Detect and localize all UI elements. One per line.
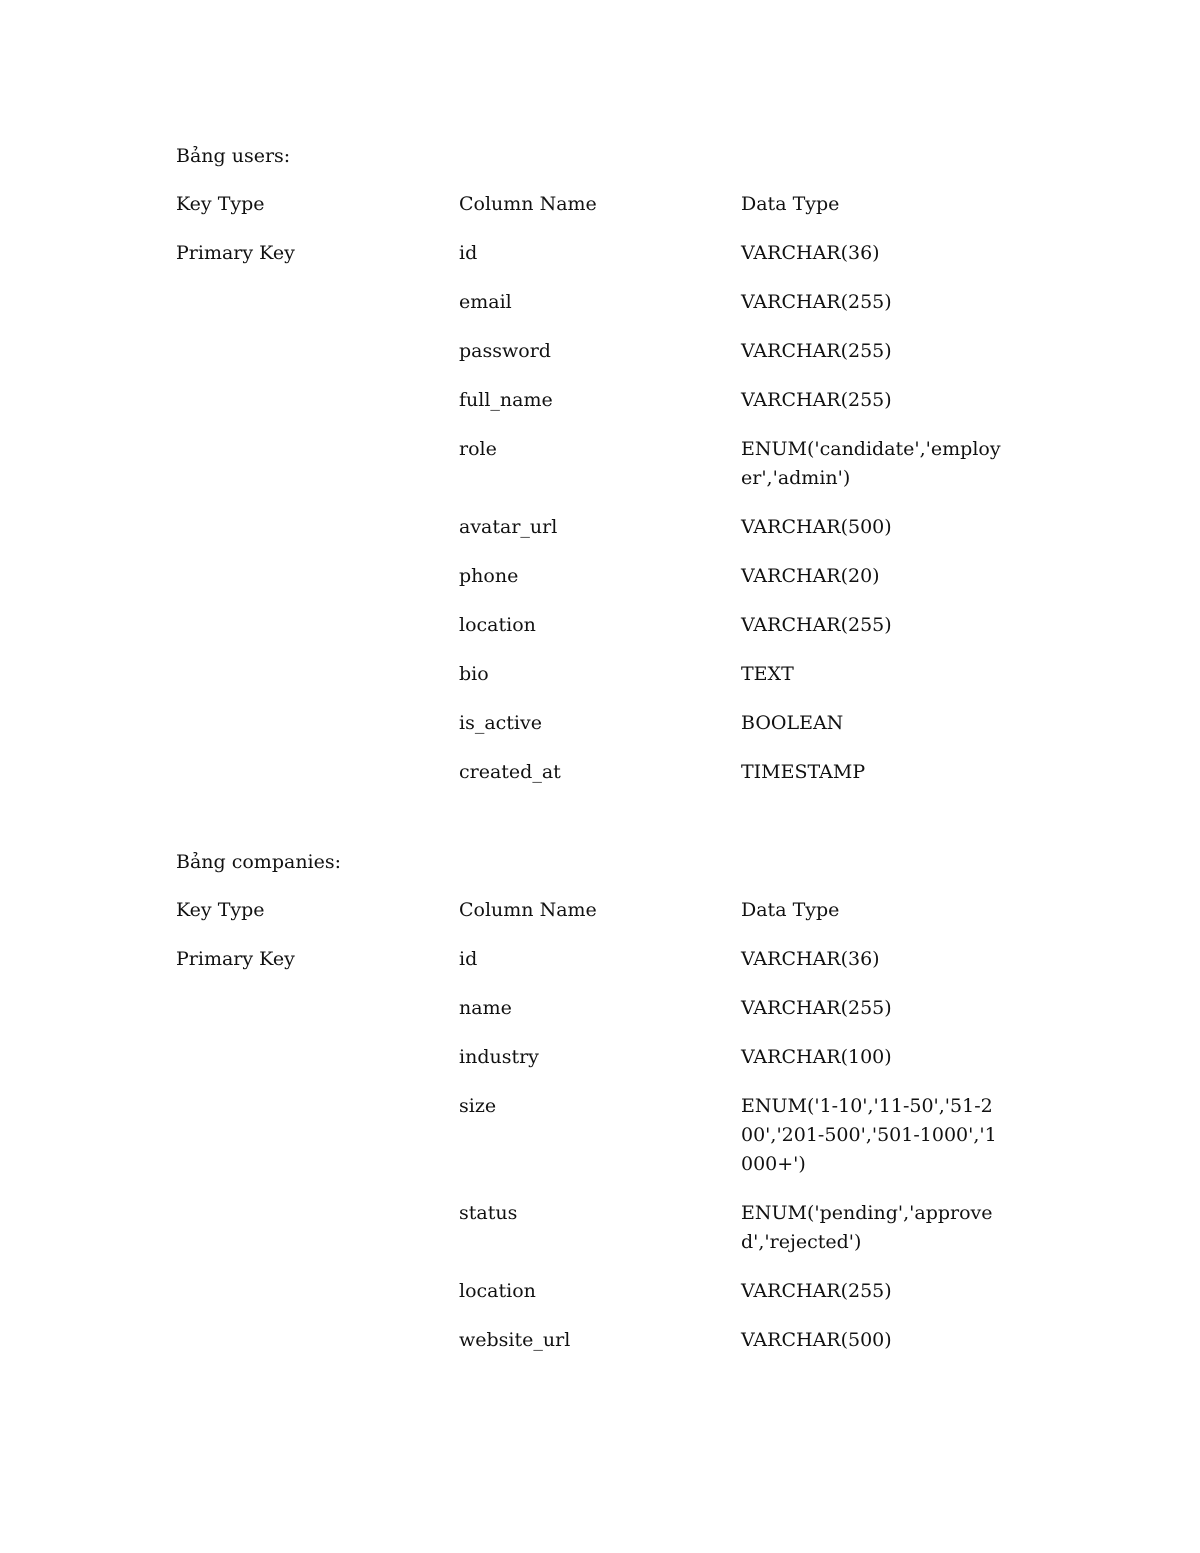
- section-spacer: [176, 807, 1076, 848]
- header-key-type: Key Type: [176, 193, 265, 215]
- document-page: [176, 142, 1076, 1375]
- data-type-cell: [741, 435, 1026, 513]
- column-name-cell: full_name: [459, 389, 553, 411]
- key-type-cell: Primary Key: [176, 242, 295, 264]
- data-type-text: VARCHAR(500): [741, 516, 892, 538]
- data-type-text: VARCHAR(36): [741, 948, 880, 970]
- header-data-type: Data Type: [741, 899, 840, 921]
- key-type-cell: [176, 562, 459, 611]
- table-row: [176, 660, 1026, 709]
- table-row: [176, 239, 1026, 288]
- key-type-cell: Primary Key: [176, 948, 295, 970]
- users-table-section: [176, 142, 1076, 807]
- data-type-cell: [741, 239, 1026, 288]
- data-type-cell: [741, 1277, 1026, 1326]
- data-type-cell: [741, 611, 1026, 660]
- column-name-cell: created_at: [459, 761, 561, 783]
- data-type-cell: [741, 386, 1026, 435]
- data-type-text: VARCHAR(100): [741, 1046, 892, 1068]
- column-name-cell: size: [459, 1095, 497, 1117]
- data-type-cell: [741, 660, 1026, 709]
- table-row: [176, 1092, 1026, 1199]
- data-type-text: VARCHAR(20): [741, 565, 880, 587]
- data-type-text: ENUM('pending','approved','rejected'): [741, 1202, 993, 1253]
- header-column-name: Column Name: [459, 193, 597, 215]
- data-type-cell: [741, 337, 1026, 386]
- key-type-cell: [176, 386, 459, 435]
- key-type-cell: [176, 709, 459, 758]
- data-type-text: VARCHAR(255): [741, 997, 892, 1019]
- table-row: [176, 945, 1026, 994]
- table-row: [176, 1326, 1026, 1375]
- companies-table-section: [176, 848, 1076, 1375]
- key-type-cell: [176, 337, 459, 386]
- key-type-cell: [176, 1043, 459, 1092]
- table-row: [176, 1043, 1026, 1092]
- data-type-text: BOOLEAN: [741, 712, 844, 734]
- data-type-text: ENUM('1-10','11-50','51-200','201-500','501-1000','1000+'): [741, 1095, 997, 1175]
- table-header-row: [176, 896, 1026, 945]
- data-type-cell: [741, 758, 1026, 807]
- column-name-cell: id: [459, 242, 478, 264]
- column-name-cell: location: [459, 1280, 536, 1302]
- table-row: [176, 337, 1026, 386]
- table-row: [176, 562, 1026, 611]
- column-name-cell: status: [459, 1202, 518, 1224]
- data-type-text: VARCHAR(255): [741, 1280, 892, 1302]
- companies-schema-table: [176, 896, 1026, 1375]
- data-type-cell: [741, 1326, 1026, 1375]
- table-row: [176, 994, 1026, 1043]
- table-row: [176, 758, 1026, 807]
- table-header-row: [176, 190, 1026, 239]
- table-row: [176, 1277, 1026, 1326]
- column-name-cell: name: [459, 997, 512, 1019]
- data-type-text: TEXT: [741, 663, 794, 685]
- key-type-cell: [176, 758, 459, 807]
- data-type-cell: [741, 994, 1026, 1043]
- table-row: [176, 611, 1026, 660]
- table-row: [176, 709, 1026, 758]
- data-type-cell: [741, 513, 1026, 562]
- key-type-cell: [176, 611, 459, 660]
- key-type-cell: [176, 513, 459, 562]
- data-type-cell: [741, 709, 1026, 758]
- key-type-cell: [176, 1199, 459, 1277]
- data-type-cell: [741, 1092, 1026, 1199]
- column-name-cell: industry: [459, 1046, 539, 1068]
- column-name-cell: email: [459, 291, 512, 313]
- column-name-cell: id: [459, 948, 478, 970]
- section-title: Bảng companies:: [176, 851, 342, 873]
- column-name-cell: password: [459, 340, 551, 362]
- table-row: [176, 386, 1026, 435]
- header-column-name: Column Name: [459, 899, 597, 921]
- data-type-text: VARCHAR(255): [741, 614, 892, 636]
- column-name-cell: avatar_url: [459, 516, 558, 538]
- column-name-cell: phone: [459, 565, 519, 587]
- column-name-cell: website_url: [459, 1329, 571, 1351]
- data-type-text: VARCHAR(255): [741, 389, 892, 411]
- table-row: [176, 513, 1026, 562]
- data-type-text: ENUM('candidate','employer','admin'): [741, 438, 1001, 489]
- companies-rows: [176, 945, 1026, 1375]
- key-type-cell: [176, 1092, 459, 1199]
- table-row: [176, 288, 1026, 337]
- column-name-cell: role: [459, 438, 497, 460]
- key-type-cell: [176, 660, 459, 709]
- data-type-cell: [741, 562, 1026, 611]
- column-name-cell: bio: [459, 663, 489, 685]
- data-type-cell: [741, 1199, 1026, 1277]
- key-type-cell: [176, 288, 459, 337]
- data-type-cell: [741, 288, 1026, 337]
- table-row: [176, 1199, 1026, 1277]
- header-key-type: Key Type: [176, 899, 265, 921]
- key-type-cell: [176, 1277, 459, 1326]
- column-name-cell: location: [459, 614, 536, 636]
- data-type-text: TIMESTAMP: [741, 761, 866, 783]
- data-type-cell: [741, 945, 1026, 994]
- header-data-type: Data Type: [741, 193, 840, 215]
- key-type-cell: [176, 994, 459, 1043]
- key-type-cell: [176, 1326, 459, 1375]
- data-type-text: VARCHAR(500): [741, 1329, 892, 1351]
- data-type-text: VARCHAR(255): [741, 340, 892, 362]
- table-row: [176, 435, 1026, 513]
- data-type-text: VARCHAR(255): [741, 291, 892, 313]
- data-type-cell: [741, 1043, 1026, 1092]
- users-rows: [176, 239, 1026, 807]
- section-title: Bảng users:: [176, 145, 291, 167]
- data-type-text: VARCHAR(36): [741, 242, 880, 264]
- users-schema-table: [176, 190, 1026, 807]
- column-name-cell: is_active: [459, 712, 542, 734]
- key-type-cell: [176, 435, 459, 513]
